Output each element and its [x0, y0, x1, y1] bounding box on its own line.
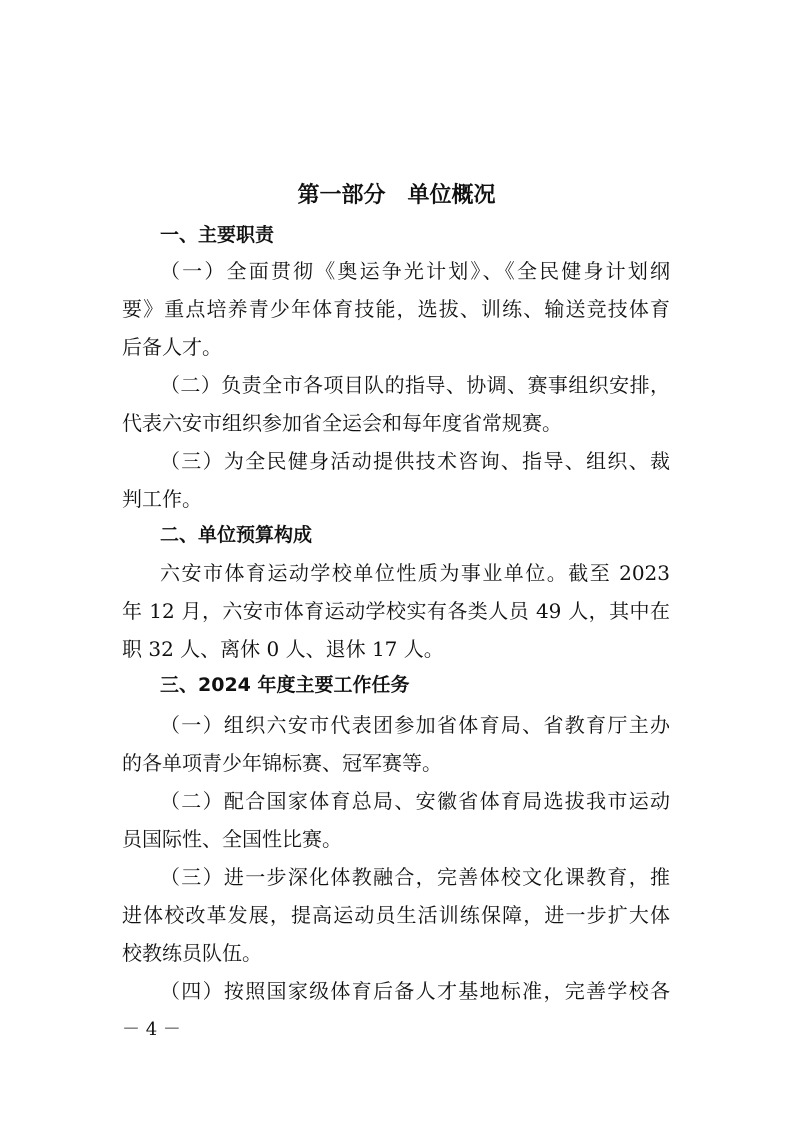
paragraph-line: （四）按照国家级体育后备人才基地标准，完善学校各 [160, 979, 670, 1003]
paragraph-line: 职 32 人、离休 0 人、退休 17 人。 [122, 637, 444, 661]
paragraph-line: 年 12 月，六安市体育运动学校实有各类人员 49 人，其中在 [122, 599, 670, 623]
paragraph-line: 员国际性、全国性比赛。 [122, 827, 342, 851]
paragraph-line: （三）为全民健身活动提供技术咨询、指导、组织、裁 [160, 449, 670, 473]
paragraph-line: 后备人才。 [122, 335, 222, 359]
paragraph-line: （三）进一步深化体教融合，完善体校文化课教育，推 [160, 865, 670, 889]
paragraph-line: 要》重点培养青少年体育技能，选拔、训练、输送竞技体育 [122, 297, 670, 321]
section-heading-budget: 二、单位预算构成 [160, 524, 313, 546]
paragraph-line: 进体校改革发展，提高运动员生活训练保障，进一步扩大体 [122, 903, 670, 927]
section-heading-duties: 一、主要职责 [160, 224, 275, 246]
paragraph-line: 判工作。 [122, 487, 202, 511]
paragraph-line: （一）全面贯彻《奥运争光计划》、《全民健身计划纲 [160, 259, 670, 283]
paragraph-line: （一）组织六安市代表团参加省体育局、省教育厅主办 [160, 713, 670, 737]
paragraph-line: 的各单项青少年锦标赛、冠军赛等。 [122, 751, 442, 775]
paragraph-line: （二）负责全市各项目队的指导、协调、赛事组织安排， [160, 373, 670, 397]
page-number: － 4 － [122, 1019, 181, 1040]
paragraph-line: 校教练员队伍。 [122, 941, 262, 965]
paragraph-line: 代表六安市组织参加省全运会和每年度省常规赛。 [122, 411, 562, 435]
paragraph-line: 六安市体育运动学校单位性质为事业单位。截至 2023 [160, 561, 670, 585]
page-title: 第一部分 单位概况 [297, 183, 496, 208]
paragraph-line: （二）配合国家体育总局、安徽省体育局选拔我市运动 [160, 789, 670, 813]
section-heading-tasks: 三、2024 年度主要工作任务 [160, 674, 410, 696]
